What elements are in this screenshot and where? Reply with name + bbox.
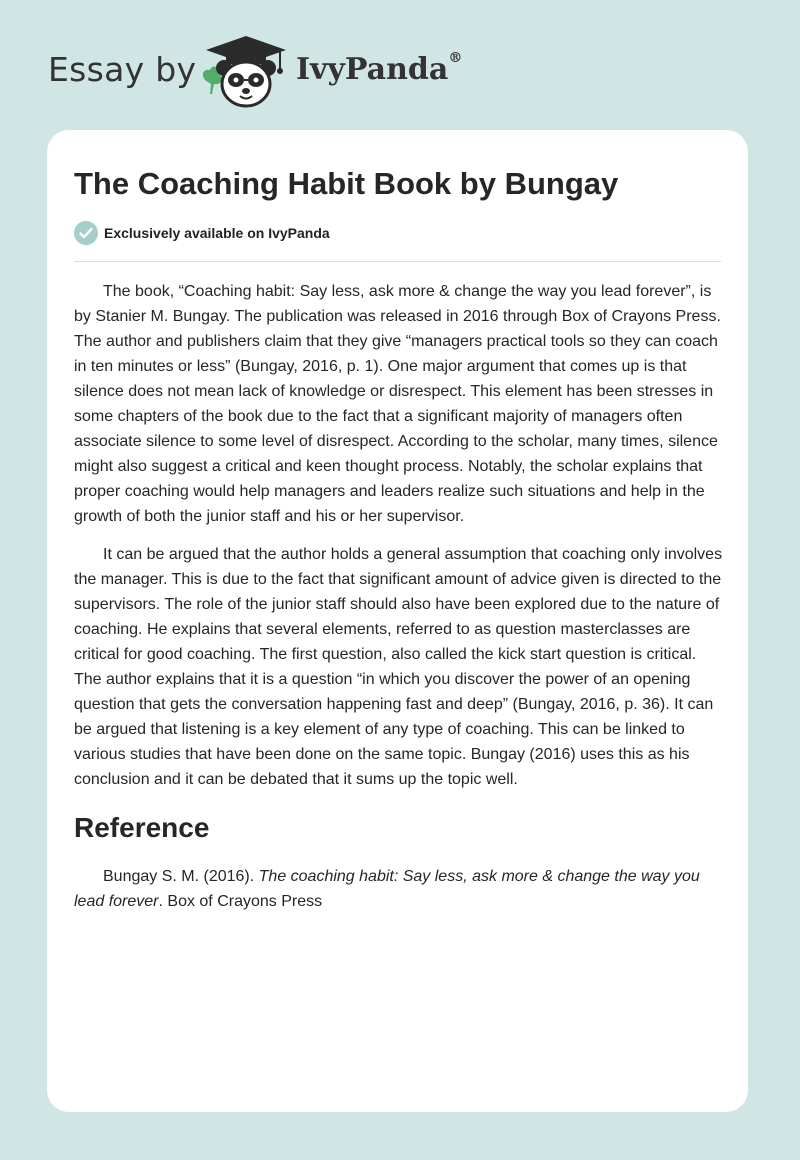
essay-card <box>47 130 748 1112</box>
paragraph: The book, “Coaching habit: Say less, ask more & change the way you lead forever”, is by Stanier M. Bungay. The publication was released in 2016 through Box of Crayons Press. The author and publishers claim that they give “managers practical tools so they can coach in ten minutes or less” (Bungay, 2016, p. 1). One major argument that comes up is that silence does not mean lack of knowledge or disrespect. This element has been stresses in some chapters of the book due to the fact that a significant majority of managers often associate silence to some level of disrespect. According to the scholar, many times, silence might also suggest a critical and keen thought process. Notably, the scholar explains that proper coaching would help managers and leaders realize such situations and help in the growth of both the junior staff and his or her supervisor. <box>74 283 721 525</box>
checkmark-icon <box>74 221 98 245</box>
page-title: The Coaching Habit Book by Bungay <box>74 166 619 201</box>
panda-graduate-logo-icon[interactable] <box>198 34 294 110</box>
brand-text: IvyPanda <box>296 52 449 87</box>
exclusive-badge <box>74 221 330 245</box>
divider <box>74 261 721 262</box>
exclusive-badge-text: Exclusively available on IvyPanda <box>104 225 330 241</box>
reference-entry <box>74 864 724 914</box>
essay-by-label: Essay by <box>48 50 197 89</box>
paragraph: It can be argued that the author holds a general assumption that coaching only involves the manager. This is due to the fact that significant amount of advice given is directed to the supervisors. The role of the junior staff should also have been explored due to the nature of coaching. He explains that several elements, referred to as question masterclasses are critical for good coaching. The first question, also called the kick start question is critical. The author explains that it is a question “in which you discover the power of an opening question that gets the conversation happening fast and deep” (Bungay, 2016, p. 36). It can be argued that listening is a key element of any type of coaching. This can be linked to various studies that have been done on the same topic. Bungay (2016) uses this as his conclusion and it can be debated that it sums up the topic well. <box>74 546 723 788</box>
registered-mark: ® <box>448 50 463 66</box>
site-header <box>48 30 548 110</box>
reference-author: Bungay S. M. (2016). <box>103 868 259 885</box>
reference-publisher: . Box of Crayons Press <box>158 893 323 910</box>
essay-body <box>74 279 724 927</box>
reference-title: The coaching habit: Say less, ask more & change the way you lead forever <box>74 868 700 910</box>
brand-name[interactable] <box>296 52 462 87</box>
reference-heading: Reference <box>74 812 210 843</box>
